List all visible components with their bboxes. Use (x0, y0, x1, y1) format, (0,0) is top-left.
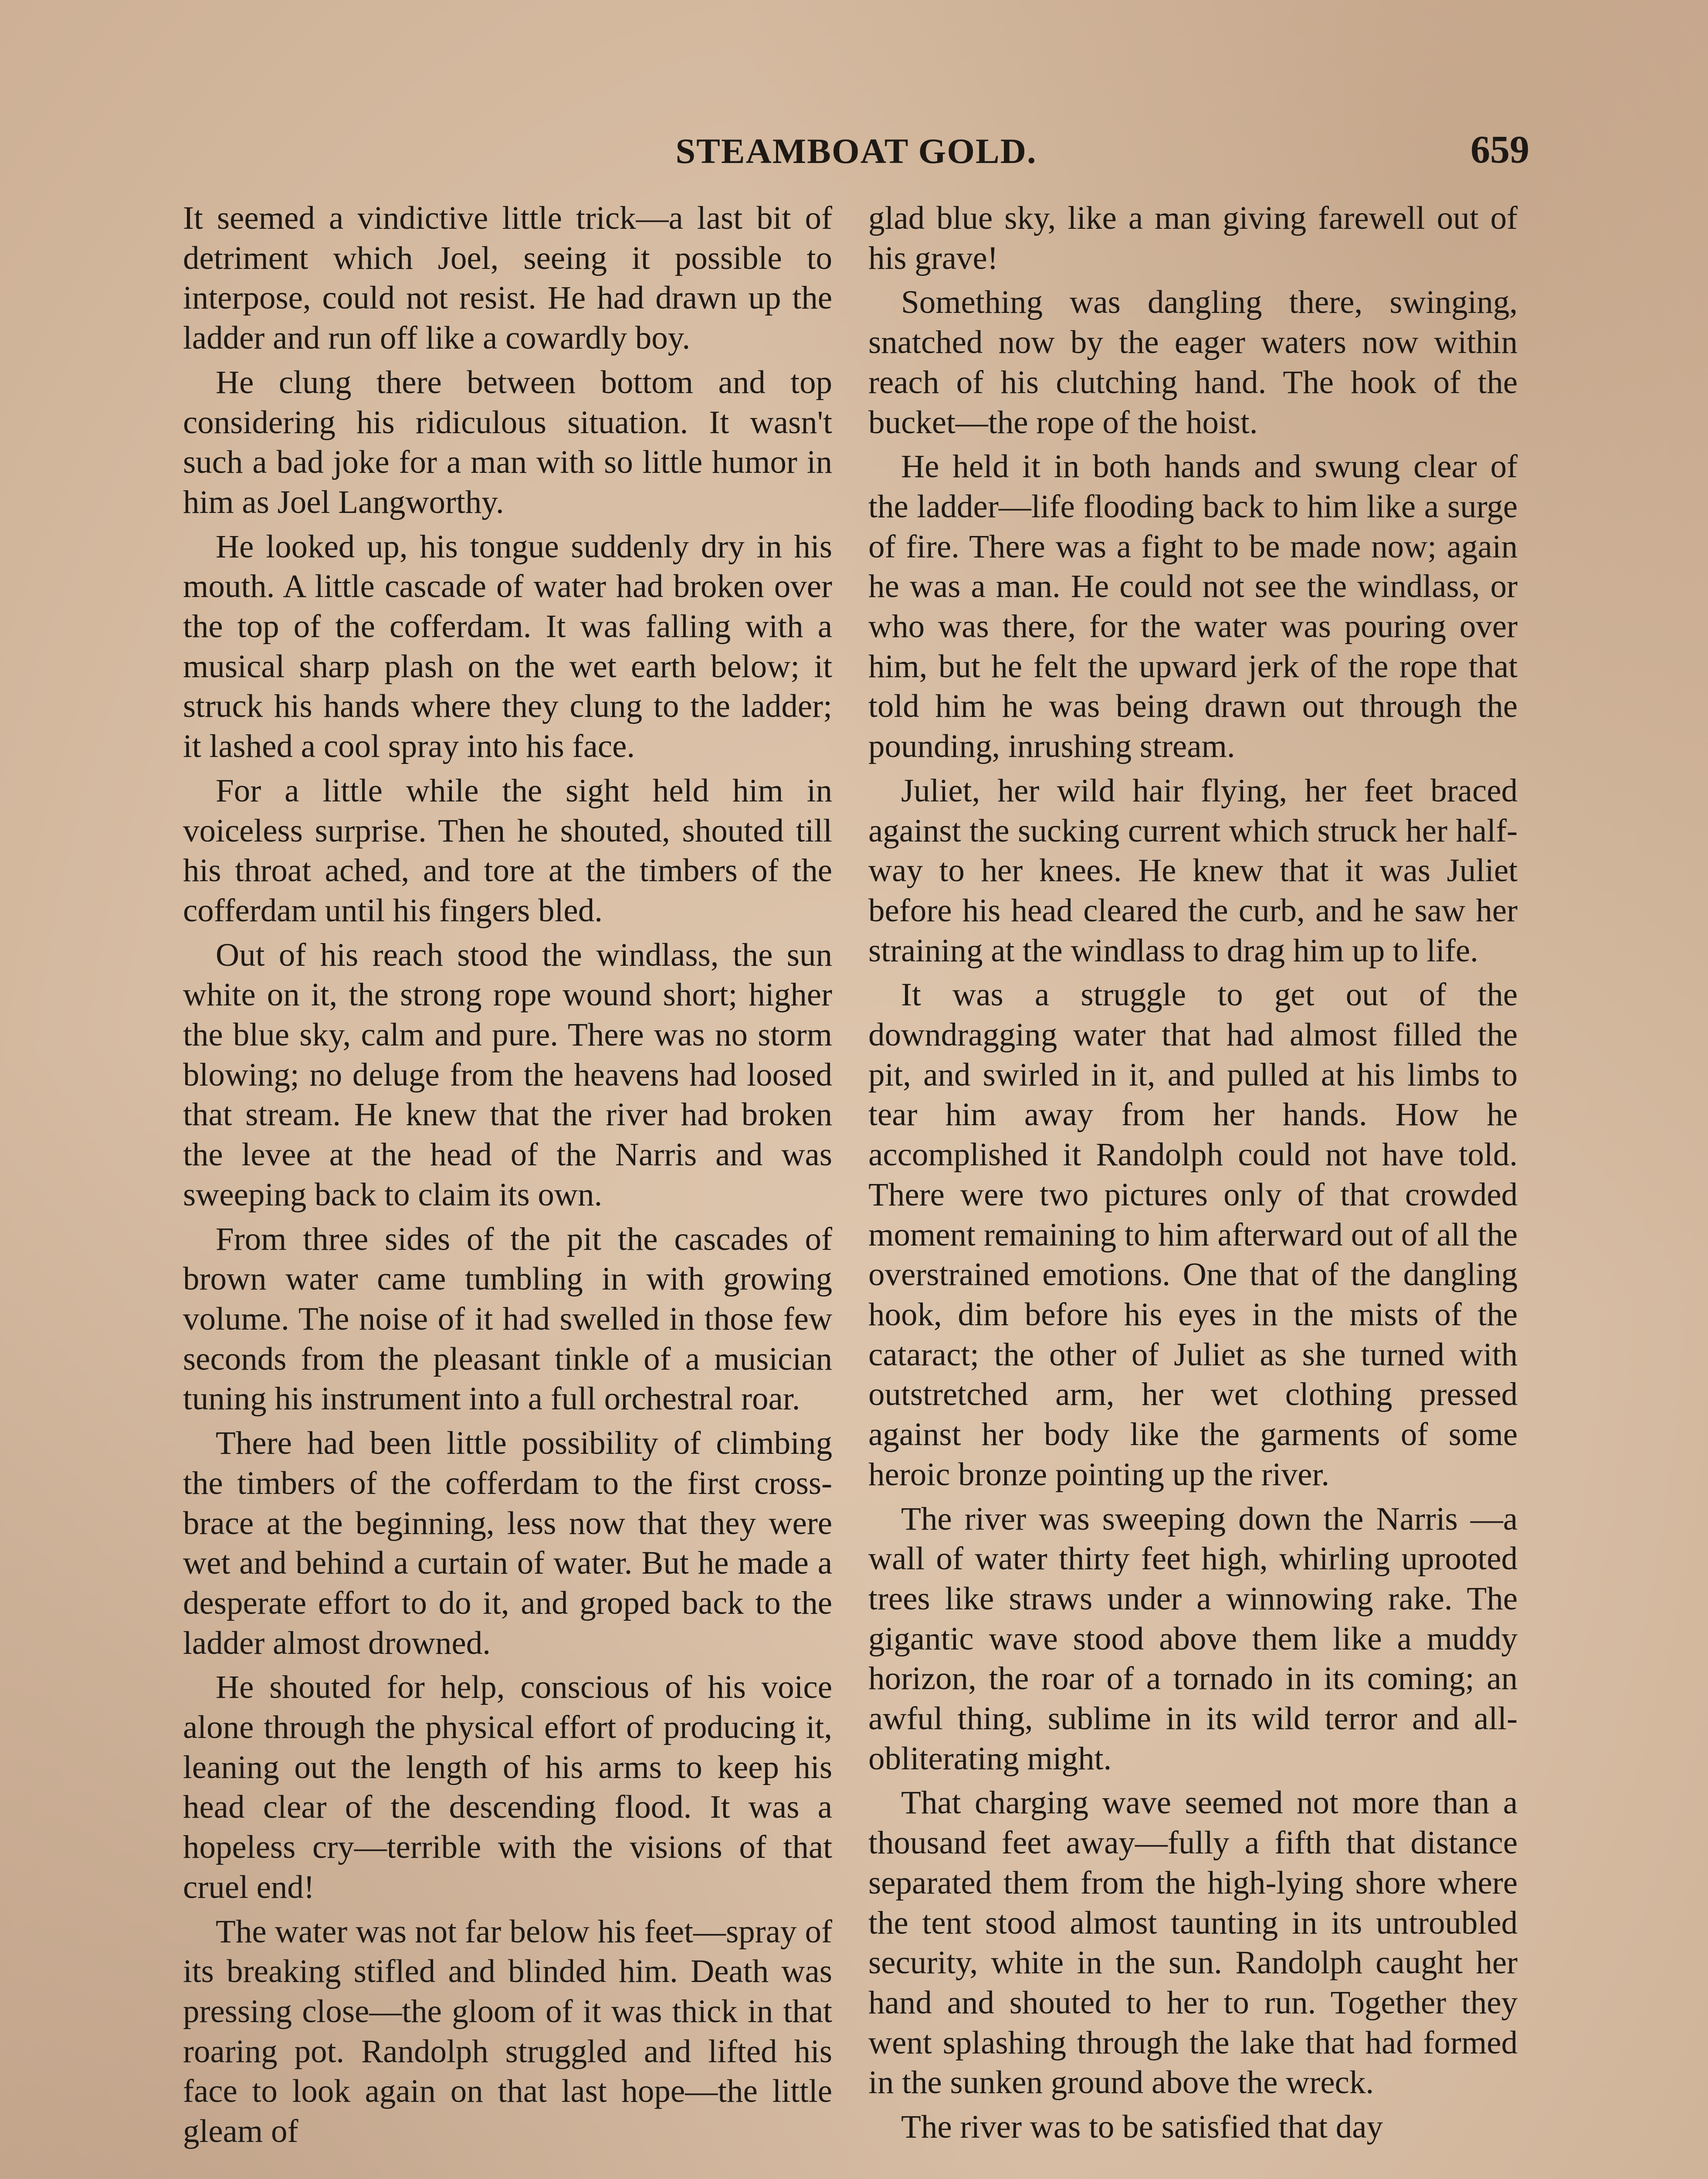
paragraph: Juliet, her wild hair flying, her feet braced against the sucking current which struck her half-way to her knees. He knew that it was Juliet before his head cleared the curb, and he saw her straining at the windlass to drag him up to life. (868, 772, 1518, 969)
paragraph-continued: glad blue sky, like a man giving farewell out of his grave! (868, 200, 1518, 276)
paragraph: He shouted for help, conscious of his voice alone through the physical effort of producing it, leaning out the length of his arms to keep his head clear of the descending flood. It was a hopeless cry—terrible with the visions of that cruel end! (183, 1669, 832, 1905)
paragraph: Something was dangling there, swinging, snatched now by the eager waters now within reach of his clutching hand. The hook of the bucket—the rope of the hoist. (868, 284, 1518, 441)
right-column (868, 198, 1518, 2152)
page-number: 659 (1471, 128, 1529, 171)
paragraph: The river was sweeping down the Narris —a wall of water thirty feet high, whirling uprooted trees like straws under a winnowing rake. The gigantic wave stood above them like a muddy horizon, the roar of a tornado in its coming; an awful thing, sublime in its wild terror and all-obliterating might. (868, 1500, 1518, 1777)
paragraph: He looked up, his tongue suddenly dry in his mouth. A little cascade of water had broken over the top of the cofferdam. It was falling with a musical sharp plash on the wet earth below; it struck his hands where they clung to the ladder; it lashed a cool spray into his face. (183, 528, 832, 765)
left-column (183, 198, 832, 2156)
paragraph: Out of his reach stood the windlass, the sun white on it, the strong rope wound short; higher the blue sky, calm and pure. There was no storm blowing; no deluge from the heavens had loosed that stream. He knew that the river had broken the levee at the head of the Narris and was sweeping back to claim its own. (183, 937, 832, 1213)
paragraph: He held it in both hands and swung clear of the ladder—life flooding back to him like a surge of fire. There was a fight to be made now; again he was a man. He could not see the windlass, or who was there, for the water was pouring over him, but he felt the upward jerk of the rope that told him he was being drawn out through the pounding, inrushing stream. (868, 448, 1518, 765)
paragraph: He clung there between bottom and top considering his ridiculous situation. It wasn't such a bad joke for a man with so little humor in him as Joel Langworthy. (183, 364, 832, 520)
paragraph: There had been little possibility of climbing the timbers of the cofferdam to the first cross-brace at the beginning, less now that they were wet and behind a curtain of water. But he made a desperate effort to do it, and groped back to the ladder almost drowned. (183, 1425, 832, 1661)
paragraph: It seemed a vindictive little trick—a last bit of detriment which Joel, seeing it possible to interpose, could not resist. He had drawn up the ladder and run off like a cowardly boy. (183, 200, 832, 356)
paragraph: The river was to be satisfied that day (901, 2109, 1383, 2145)
page-header (183, 122, 1529, 183)
paragraph: That charging wave seemed not more than a thousand feet away—fully a fifth that distance separated them from the high-lying shore where the tent stood almost taunting in its untroubled security, white in the sun. Randolph caught her hand and shouted to her to run. Together they went splashing through the lake that had formed in the sunken ground above the wreck. (868, 1785, 1518, 2101)
running-title: STEAMBOAT GOLD. (675, 131, 1037, 171)
paragraph: For a little while the sight held him in voiceless surprise. Then he shouted, shouted till his throat ached, and tore at the timbers of the cofferdam until his fingers bled. (183, 772, 832, 929)
paragraph: It was a struggle to get out of the downdragging water that had almost filled the pit, and swirled in it, and pulled at his limbs to tear him away from her hands. How he accomplished it Randolph could not have told. There were two pictures only of that crowded moment remaining to him afterward out of all the overstrained emotions. One that of the dangling hook, dim before his eyes in the mists of the cataract; the other of Juliet as she turned with outstretched arm, her wet clothing pressed against her body like the garments of some heroic bronze pointing up the river. (868, 977, 1518, 1493)
paragraph: From three sides of the pit the cascades of brown water came tumbling in with growing volume. The noise of it had swelled in those few seconds from the pleasant tinkle of a musician tuning his instrument into a full orchestral roar. (183, 1221, 832, 1417)
paragraph: The water was not far below his feet—spray of its breaking stifled and blinded him. Death was pressing close—the gloom of it was thick in that roaring pot. Randolph struggled and lifted his face to look again on that last hope—the little gleam of (183, 1913, 832, 2150)
